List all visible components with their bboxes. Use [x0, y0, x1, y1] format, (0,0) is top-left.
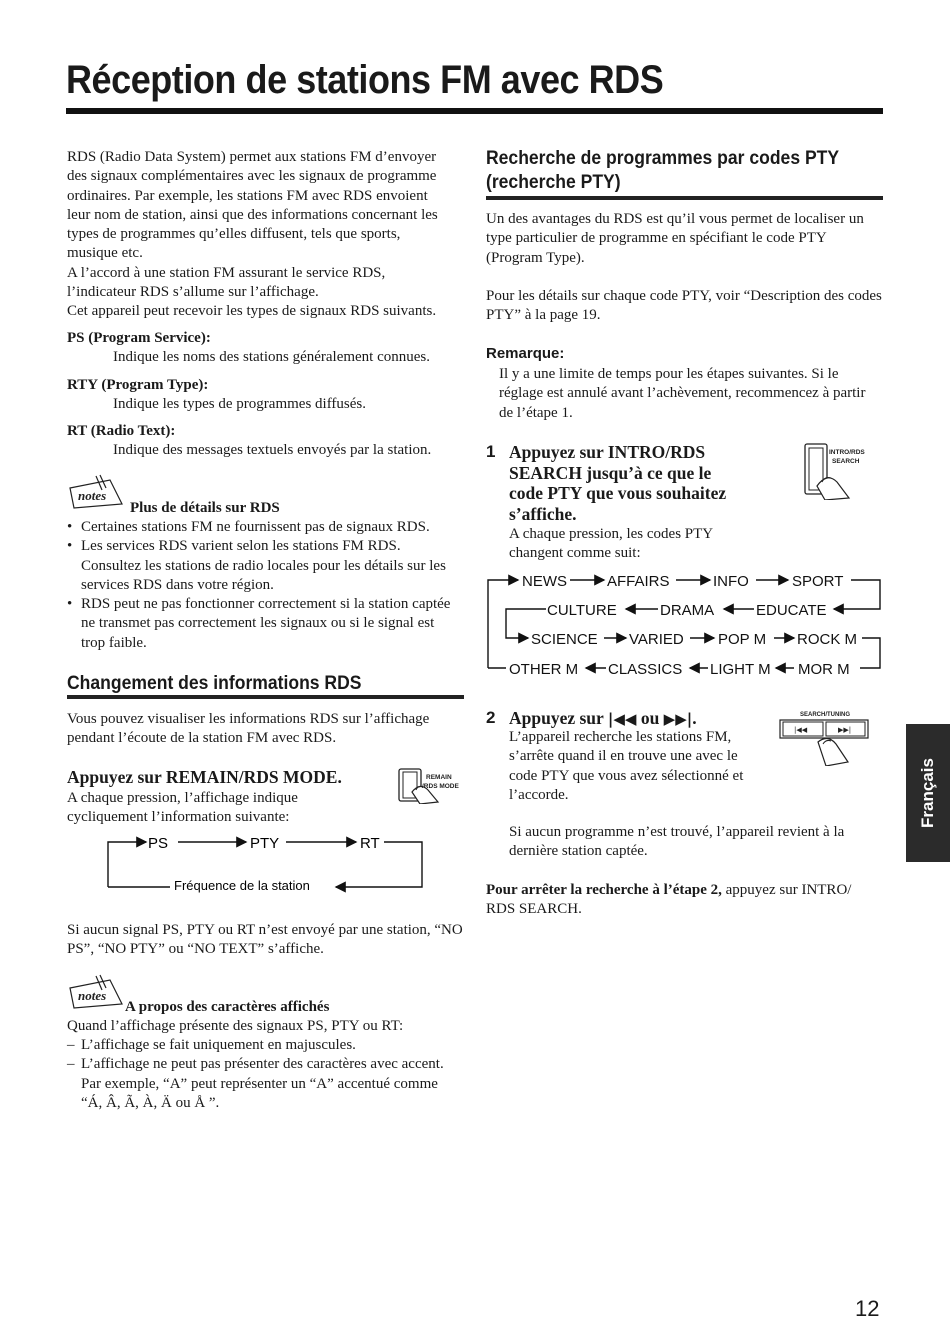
notes-intro: Quand l’affichage présente des signaux PS, PTY ou RT:: [67, 1018, 404, 1034]
def-desc: Indique des messages textuels envoyés par la station.: [113, 442, 432, 459]
pty-code: ROCK M: [797, 631, 857, 648]
cycle-rt: RT: [360, 835, 380, 852]
step-number: 1: [486, 442, 496, 461]
section-rule: [486, 196, 883, 200]
step2-desc: L’appareil recherche les stations FM, s’arrête quand il en trouve une avec le code PTY que vous avez sélectionné et l’accorde.: [509, 729, 744, 803]
svg-text:▶▶|: ▶▶|: [838, 726, 852, 734]
remark-text: Il y a une limite de temps pour les étapes suivantes. Si le réglage est annulé avant l’achèvement, recommencez à partir de l’étape 1.: [499, 366, 866, 421]
pty-code: POP M: [718, 631, 767, 648]
def-term: PS (Program Service):: [67, 330, 211, 346]
section-heading-line2: (recherche PTY): [486, 171, 621, 193]
stop-search-rest: appuyez sur INTRO/ RDS SEARCH.: [486, 882, 852, 918]
remark-heading: Remarque:: [486, 345, 565, 362]
list-item: – L’affichage ne peut pas présenter des caractères avec accent. Par exemple, “A” peut représenter un “A” accentué comme “Á, Â, Ã, À, Ä ou Å ”.: [67, 1055, 462, 1113]
intro-line: leur nom de station, ainsi que des informations concernant les: [67, 206, 438, 223]
svg-text:REMAIN: REMAIN: [426, 774, 452, 781]
step1-heading: Appuyez sur INTRO/RDS SEARCH jusqu’à ce que le code PTY que vous souhaitez s’affiche.: [509, 442, 727, 524]
section-heading: Recherche de programmes par codes PTY: [486, 147, 840, 169]
pty-code: AFFAIRS: [607, 573, 670, 590]
svg-text:/RDS MODE: /RDS MODE: [422, 783, 459, 790]
stop-search-text: [486, 881, 881, 920]
notes-heading: Plus de détails sur RDS: [130, 500, 280, 516]
pty-code: LIGHT M: [710, 661, 771, 678]
press-desc: A chaque pression, l’affichage indique cycliquement l’information suivante:: [67, 790, 298, 826]
pty-code: OTHER M: [509, 661, 579, 678]
step-number: 2: [486, 708, 496, 727]
notes-list: [67, 1036, 462, 1113]
title-rule: [66, 108, 883, 114]
def-term: RT (Radio Text):: [67, 423, 176, 440]
rds-display-cycle-diagram: [100, 832, 430, 894]
cycle-frequency: Fréquence de la station: [174, 878, 310, 893]
pty-details: Pour les détails sur chaque code PTY, voir “Description des codes PTY” à la page 19.: [486, 288, 882, 324]
list-item: – L’affichage se fait uniquement en majuscules.: [67, 1036, 462, 1055]
intro-line: musique etc.: [67, 245, 143, 262]
pty-code: INFO: [713, 573, 749, 590]
pty-code: VARIED: [629, 631, 684, 648]
intro-line: l’indicateur RDS s’allume sur l’affichage.: [67, 284, 319, 301]
notes-heading: A propos des caractères affichés: [125, 999, 330, 1015]
step2-heading-or: ou: [640, 708, 660, 728]
svg-text:INTRO/RDS: INTRO/RDS: [829, 449, 865, 456]
search-tuning-buttons-icon: [778, 708, 874, 766]
pty-intro: Un des avantages du RDS est qu’il vous permet de localiser un type particulier de programme en spécifiant le code PTY (Program Type).: [486, 211, 864, 266]
def-desc: Indique les noms des stations généralement connues.: [113, 349, 431, 366]
intro-line: types de programmes qu’elles diffusent, tels que sports,: [67, 226, 401, 243]
pty-cycle-diagram: [484, 568, 884, 680]
pty-code: DRAMA: [660, 602, 715, 619]
list-item: • Certaines stations FM ne fournissent pas de signaux RDS.: [67, 518, 462, 537]
svg-text:SEARCH/TUNING: SEARCH/TUNING: [800, 712, 851, 718]
intro-line: RDS (Radio Data System) permet aux stations FM d’envoyer: [67, 149, 437, 165]
next-icon: ▶▶|: [663, 710, 693, 728]
left-intro: [67, 148, 467, 322]
def-term: RTY (Program Type):: [67, 376, 209, 393]
cycle-ps: PS: [148, 835, 169, 852]
def-desc: Indique les types de programmes diffusés.: [113, 395, 367, 412]
press-heading: Appuyez sur REMAIN/RDS MODE.: [67, 767, 342, 787]
pty-code: MOR M: [798, 661, 850, 678]
signal-definitions: [67, 329, 467, 461]
page-title: Réception de stations FM avec RDS: [66, 58, 664, 102]
svg-text:notes: notes: [78, 488, 107, 503]
language-tab: [906, 724, 950, 862]
section-heading: Changement des informations RDS: [67, 672, 362, 694]
intro-line: A l’accord à une station FM assurant le service RDS,: [67, 264, 386, 281]
intro-line: Cet appareil peut recevoir les types de signaux RDS suivants.: [67, 303, 437, 320]
pty-code: SPORT: [792, 573, 844, 590]
section-rule: [67, 695, 464, 699]
notes-icon: [66, 974, 128, 1010]
intro-line: ordinaires. Par exemple, les stations FM avec RDS envoient: [67, 187, 428, 204]
step1-desc: A chaque pression, les codes PTY changent comme suit:: [509, 526, 713, 562]
intro-line: des signaux complémentaires avec les signaux de programme: [67, 168, 437, 185]
remain-rds-mode-button-icon: [398, 768, 464, 804]
page-number: 12: [855, 1296, 880, 1321]
no-program-text: Si aucun programme n’est trouvé, l’appareil revient à la dernière station captée.: [509, 824, 845, 860]
pty-code: EDUCATE: [756, 602, 827, 619]
no-signal-text: Si aucun signal PS, PTY ou RT n’est envoyé par une station, “NO PS”, “NO PTY” ou “NO TEXT” s’affiche.: [67, 922, 463, 958]
language-tab-label: Français: [918, 758, 937, 828]
notes-list: [67, 518, 462, 653]
step2-heading-text: Appuyez sur: [509, 708, 604, 728]
stop-search-bold: Pour arrêter la recherche à l’étape 2,: [486, 882, 722, 898]
cycle-pty: PTY: [250, 835, 280, 852]
list-item: • RDS peut ne pas fonctionner correctement si la station captée ne transmet pas correctement les signaux ou si le signal est trop faible.: [67, 595, 462, 653]
svg-text:notes: notes: [78, 988, 107, 1003]
notes-icon: [66, 474, 128, 510]
pty-code: CLASSICS: [608, 661, 683, 678]
step2-heading: Appuyez sur |◀◀ ou ▶▶|.: [509, 708, 697, 728]
prev-icon: |◀◀: [607, 710, 637, 728]
pty-code: CULTURE: [547, 602, 617, 619]
svg-text:SEARCH: SEARCH: [832, 458, 860, 465]
list-item: • Les services RDS varient selon les stations FM RDS. Consultez les stations de radio locales pour les détails sur les services RDS dans votre région.: [67, 537, 462, 595]
pty-code: NEWS: [522, 573, 567, 590]
intro-rds-search-button-icon: [803, 442, 873, 500]
pty-code: SCIENCE: [531, 631, 598, 648]
section-intro: Vous pouvez visualiser les informations RDS sur l’affichage pendant l’écoute de la station FM avec RDS.: [67, 711, 430, 747]
svg-text:|◀◀: |◀◀: [794, 726, 808, 734]
